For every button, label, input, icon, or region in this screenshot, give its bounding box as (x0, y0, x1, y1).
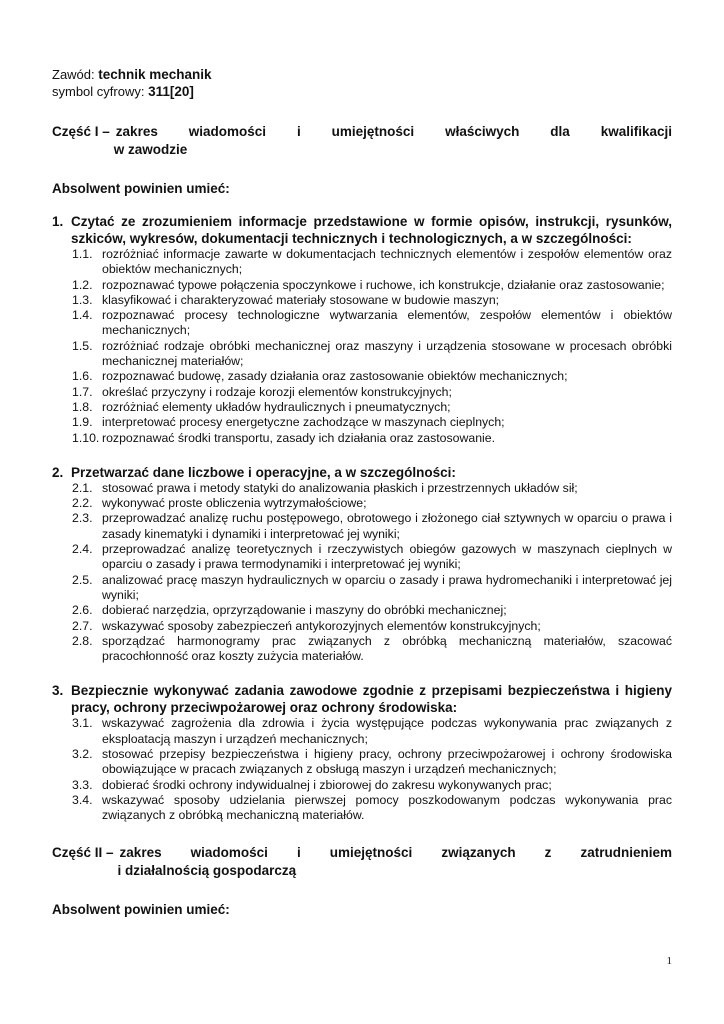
item-number: 3.1. (72, 716, 93, 731)
list-item (52, 247, 672, 278)
item-number: 1.10. (72, 430, 100, 445)
item-number: 1.9. (72, 415, 93, 430)
item-text: przeprowadzać analizę teoretycznych i rzeczywistych obiegów gazowych w maszynach cieplnych w oparciu o zasady i prawa termodynamiki i interpretować jej wyniki; (102, 542, 672, 572)
item-number: 2.3. (72, 511, 93, 526)
symbol-value: 311[20] (148, 84, 194, 99)
part1-title-line1: zakres wiadomości i umiejętności właściwych dla kwalifikacji (115, 124, 672, 139)
item-text: wskazywać sposoby zabezpieczeń antykorozyjnych elementów konstrukcyjnych; (102, 618, 541, 633)
section-title: Czytać ze zrozumieniem informacje przedstawione w formie opisów, instrukcji, rysunków, szkiców, wykresów, dokumentacji technicznych i technologicznych, a w szczególności: (71, 214, 672, 246)
list-item (52, 793, 672, 824)
list-item (52, 369, 672, 384)
list-item (52, 415, 672, 430)
item-number: 3.4. (72, 792, 93, 807)
item-number: 2.4. (72, 542, 93, 557)
section-number: 1. (52, 214, 64, 229)
item-text: rozpoznawać środki transportu, zasady ich działania oraz zastosowanie. (102, 430, 496, 445)
item-text: stosować przepisy bezpieczeństwa i higieny pracy, ochrony przeciwpożarowej i ochrony środowiska obowiązujące w pracach związanych z obsługą maszyn i urządzeń mechanicznych; (102, 747, 672, 777)
list-item (52, 573, 672, 604)
list-item (52, 496, 672, 511)
item-number: 1.5. (72, 338, 93, 353)
list-item (52, 778, 672, 793)
item-number: 1.8. (72, 399, 93, 414)
item-number: 2.7. (72, 618, 93, 633)
section-heading (52, 682, 672, 716)
list-item (52, 603, 672, 618)
part2-title-line1: zakres wiadomości i umiejętności związanych z zatrudnieniem (119, 844, 672, 860)
item-text: rozpoznawać typowe połączenia spoczynkowe i ruchowe, ich konstrukcje, działanie oraz zastosowanie; (102, 277, 665, 292)
section-number: 3. (52, 683, 64, 699)
part2-label: Część II – (52, 844, 114, 860)
item-number: 2.2. (72, 496, 93, 511)
list-item (52, 716, 672, 747)
part2-title (117, 844, 672, 880)
item-number: 2.6. (72, 603, 93, 618)
section-1 (52, 213, 672, 446)
item-text: wskazywać sposoby udzielania pierwszej pomocy poszkodowanym podczas wykonywania prac związanych z obróbką mechaniczną materiałów. (102, 792, 672, 823)
item-text: dobierać środki ochrony indywidualnej i zbiorowej do zakresu wykonywanych prac; (102, 777, 552, 792)
section-heading (52, 464, 672, 481)
item-number: 2.1. (72, 480, 93, 495)
list-item (52, 619, 672, 634)
page-number: 1 (666, 955, 672, 967)
part1-title (113, 123, 672, 159)
section-number: 2. (52, 464, 64, 480)
section-items (52, 481, 672, 665)
item-number: 1.3. (72, 292, 93, 307)
item-text: stosować prawa i metody statyki do analizowania płaskich i przestrzennych układów sił; (102, 480, 578, 495)
item-number: 1.4. (72, 308, 93, 323)
item-number: 1.1. (72, 247, 93, 261)
section-title: Bezpiecznie wykonywać zadania zawodowe zgodnie z przepisami bezpieczeństwa i higieny pracy, ochrony przeciwpożarowej oraz ochrony środowiska: (71, 683, 672, 716)
section-2 (52, 464, 672, 665)
part1-label: Część I – (52, 124, 110, 139)
item-text: rozróżniać elementy układów hydraulicznych i pneumatycznych; (102, 399, 451, 414)
symbol-line (52, 83, 672, 100)
list-item (52, 339, 672, 370)
item-text: dobierać narzędzia, oprzyrządowanie i maszyny do obróbki mechanicznej; (102, 603, 507, 618)
section-3 (52, 682, 672, 823)
item-text: sporządzać harmonogramy prac związanych z obróbką mechaniczną materiałów, szacować pracochłonność oraz koszty zużycia materiałów. (102, 633, 672, 664)
list-item (52, 431, 672, 446)
symbol-label: symbol cyfrowy: (52, 84, 145, 99)
list-item (52, 481, 672, 496)
item-number: 2.8. (72, 633, 93, 648)
item-number: 3.3. (72, 777, 93, 792)
item-text: wskazywać zagrożenia dla zdrowia i życia występujące podczas wykonywania prac związanych z eksploatacją maszyn i urządzeń mechanicznych; (102, 716, 672, 746)
profession-line (52, 66, 672, 83)
list-item (52, 542, 672, 573)
list-item (52, 278, 672, 293)
document-page (52, 66, 672, 919)
sections-container (52, 213, 672, 824)
list-item (52, 293, 672, 308)
section-items (52, 247, 672, 446)
item-text: wykonywać proste obliczenia wytrzymałościowe; (102, 496, 367, 511)
list-item (52, 308, 672, 339)
profession-label: Zawód: (52, 67, 95, 82)
part1-heading (52, 123, 672, 159)
list-item (52, 385, 672, 400)
list-item (52, 400, 672, 415)
item-text: rozpoznawać procesy technologiczne wytwarzania elementów, zespołów elementów i obiektów mechanicznych; (102, 308, 672, 338)
list-item (52, 511, 672, 542)
section-items (52, 716, 672, 823)
section-heading (52, 213, 672, 247)
list-item (52, 634, 672, 665)
item-text: przeprowadzać analizę ruchu postępowego, obrotowego i złożonego ciał sztywnych w oparciu o prawa i zasady kinematyki i dynamiki i interpretować jej wyniki; (102, 511, 672, 541)
part1-title-line2: w zawodzie (113, 142, 188, 157)
item-number: 1.7. (72, 384, 93, 399)
item-text: interpretować procesy energetyczne zachodzące w maszynach cieplnych; (102, 415, 505, 430)
item-text: analizować pracę maszyn hydraulicznych w oparciu o zasady i prawa hydromechaniki i interpretować jej wyniki; (102, 572, 672, 602)
item-number: 2.5. (72, 572, 93, 587)
absolwent-heading-1: Absolwent powinien umieć: (52, 181, 230, 196)
item-text: rozróżniać informacje zawarte w dokumentacjach technicznych elementów i zespołów elementów oraz obiektów mechanicznych; (102, 247, 672, 277)
item-text: określać przyczyny i rodzaje korozji elementów konstrukcyjnych; (102, 384, 452, 399)
item-text: rozróżniać rodzaje obróbki mechanicznej oraz maszyny i urządzenia stosowane w procesach obróbki mechanicznej materiałów; (102, 338, 672, 369)
part2-heading (52, 844, 672, 880)
item-number: 1.2. (72, 277, 93, 292)
item-number: 1.6. (72, 369, 93, 384)
section-title: Przetwarzać dane liczbowe i operacyjne, a w szczególności: (71, 464, 456, 480)
list-item (52, 747, 672, 778)
absolwent-heading-2: Absolwent powinien umieć: (52, 901, 230, 917)
item-text: klasyfikować i charakteryzować materiały stosowane w budowie maszyn; (102, 292, 500, 307)
part2-title-line2: i działalnością gospodarczą (117, 862, 297, 878)
item-text: rozpoznawać budowę, zasady działania oraz zastosowanie obiektów mechanicznych; (102, 369, 568, 384)
profession-value: technik mechanik (98, 67, 212, 82)
item-number: 3.2. (72, 747, 93, 762)
